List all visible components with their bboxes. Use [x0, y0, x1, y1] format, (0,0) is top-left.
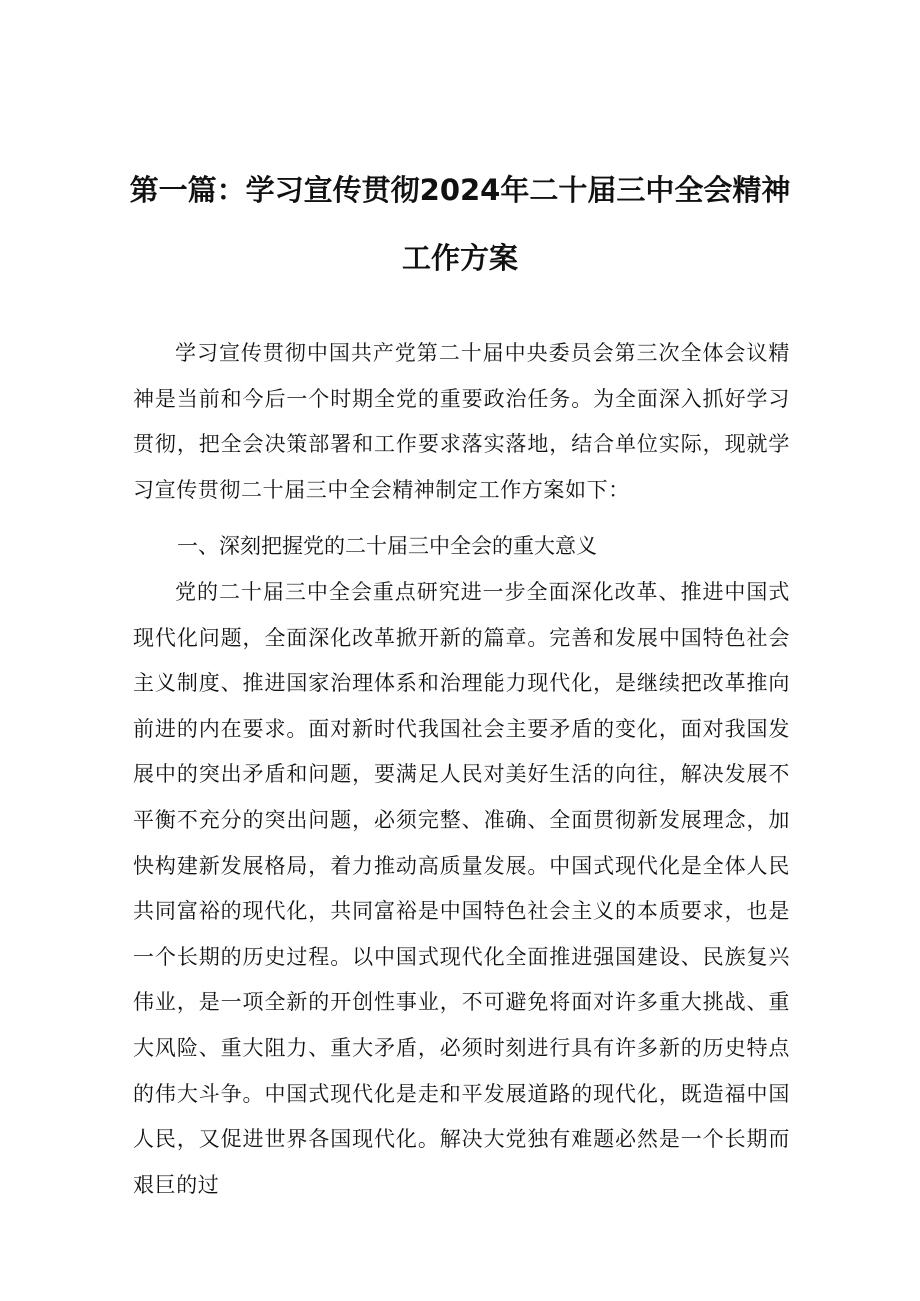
document-title-line-1: 第一篇：学习宣传贯彻2024年二十届三中全会精神 [129, 173, 791, 207]
document-title-line-2: 工作方案 [401, 241, 518, 275]
section-1-paragraph: 党的二十届三中全会重点研究进一步全面深化改革、推进中国式现代化问题，全面深化改革掀开新的篇章。完善和发展中国特色社会主义制度、推进国家治理体系和治理能力现代化，是继续把改革推向前进的内在要求。面对新时代我国社会主要矛盾的变化，面对我国发展中的突出矛盾和问题，要满足人民对美好生活的向往，解决发展不平衡不充分的突出问题，必须完整、准确、全面贯彻新发展理念，加快构建新发展格局，着力推动高质量发展。中国式现代化是全体人民共同富裕的现代化，共同富裕是中国特色社会主义的本质要求，也是一个长期的历史过程。以中国式现代化全面推进强国建设、民族复兴伟业，是一项全新的开创性事业，不可避免将面对许多重大挑战、重大风险、重大阻力、重大矛盾，必须时刻进行具有许多新的历史特点的伟大斗争。中国式现代化是走和平发展道路的现代化，既造福中国人民，又促进世界各国现代化。解决大党独有难题必然是一个长期而艰巨的过 [133, 580, 790, 1197]
section-1-heading: 一、深刻把握党的二十届三中全会的重大意义 [177, 534, 597, 558]
intro-paragraph: 学习宣传贯彻中国共产党第二十届中央委员会第三次全体会议精神是当前和今后一个时期全党的重要政治任务。为全面深入抓好学习贯彻，把全会决策部署和工作要求落实落地，结合单位实际，现就学习宣传贯彻二十届三中全会精神制定工作方案如下： [133, 341, 790, 502]
